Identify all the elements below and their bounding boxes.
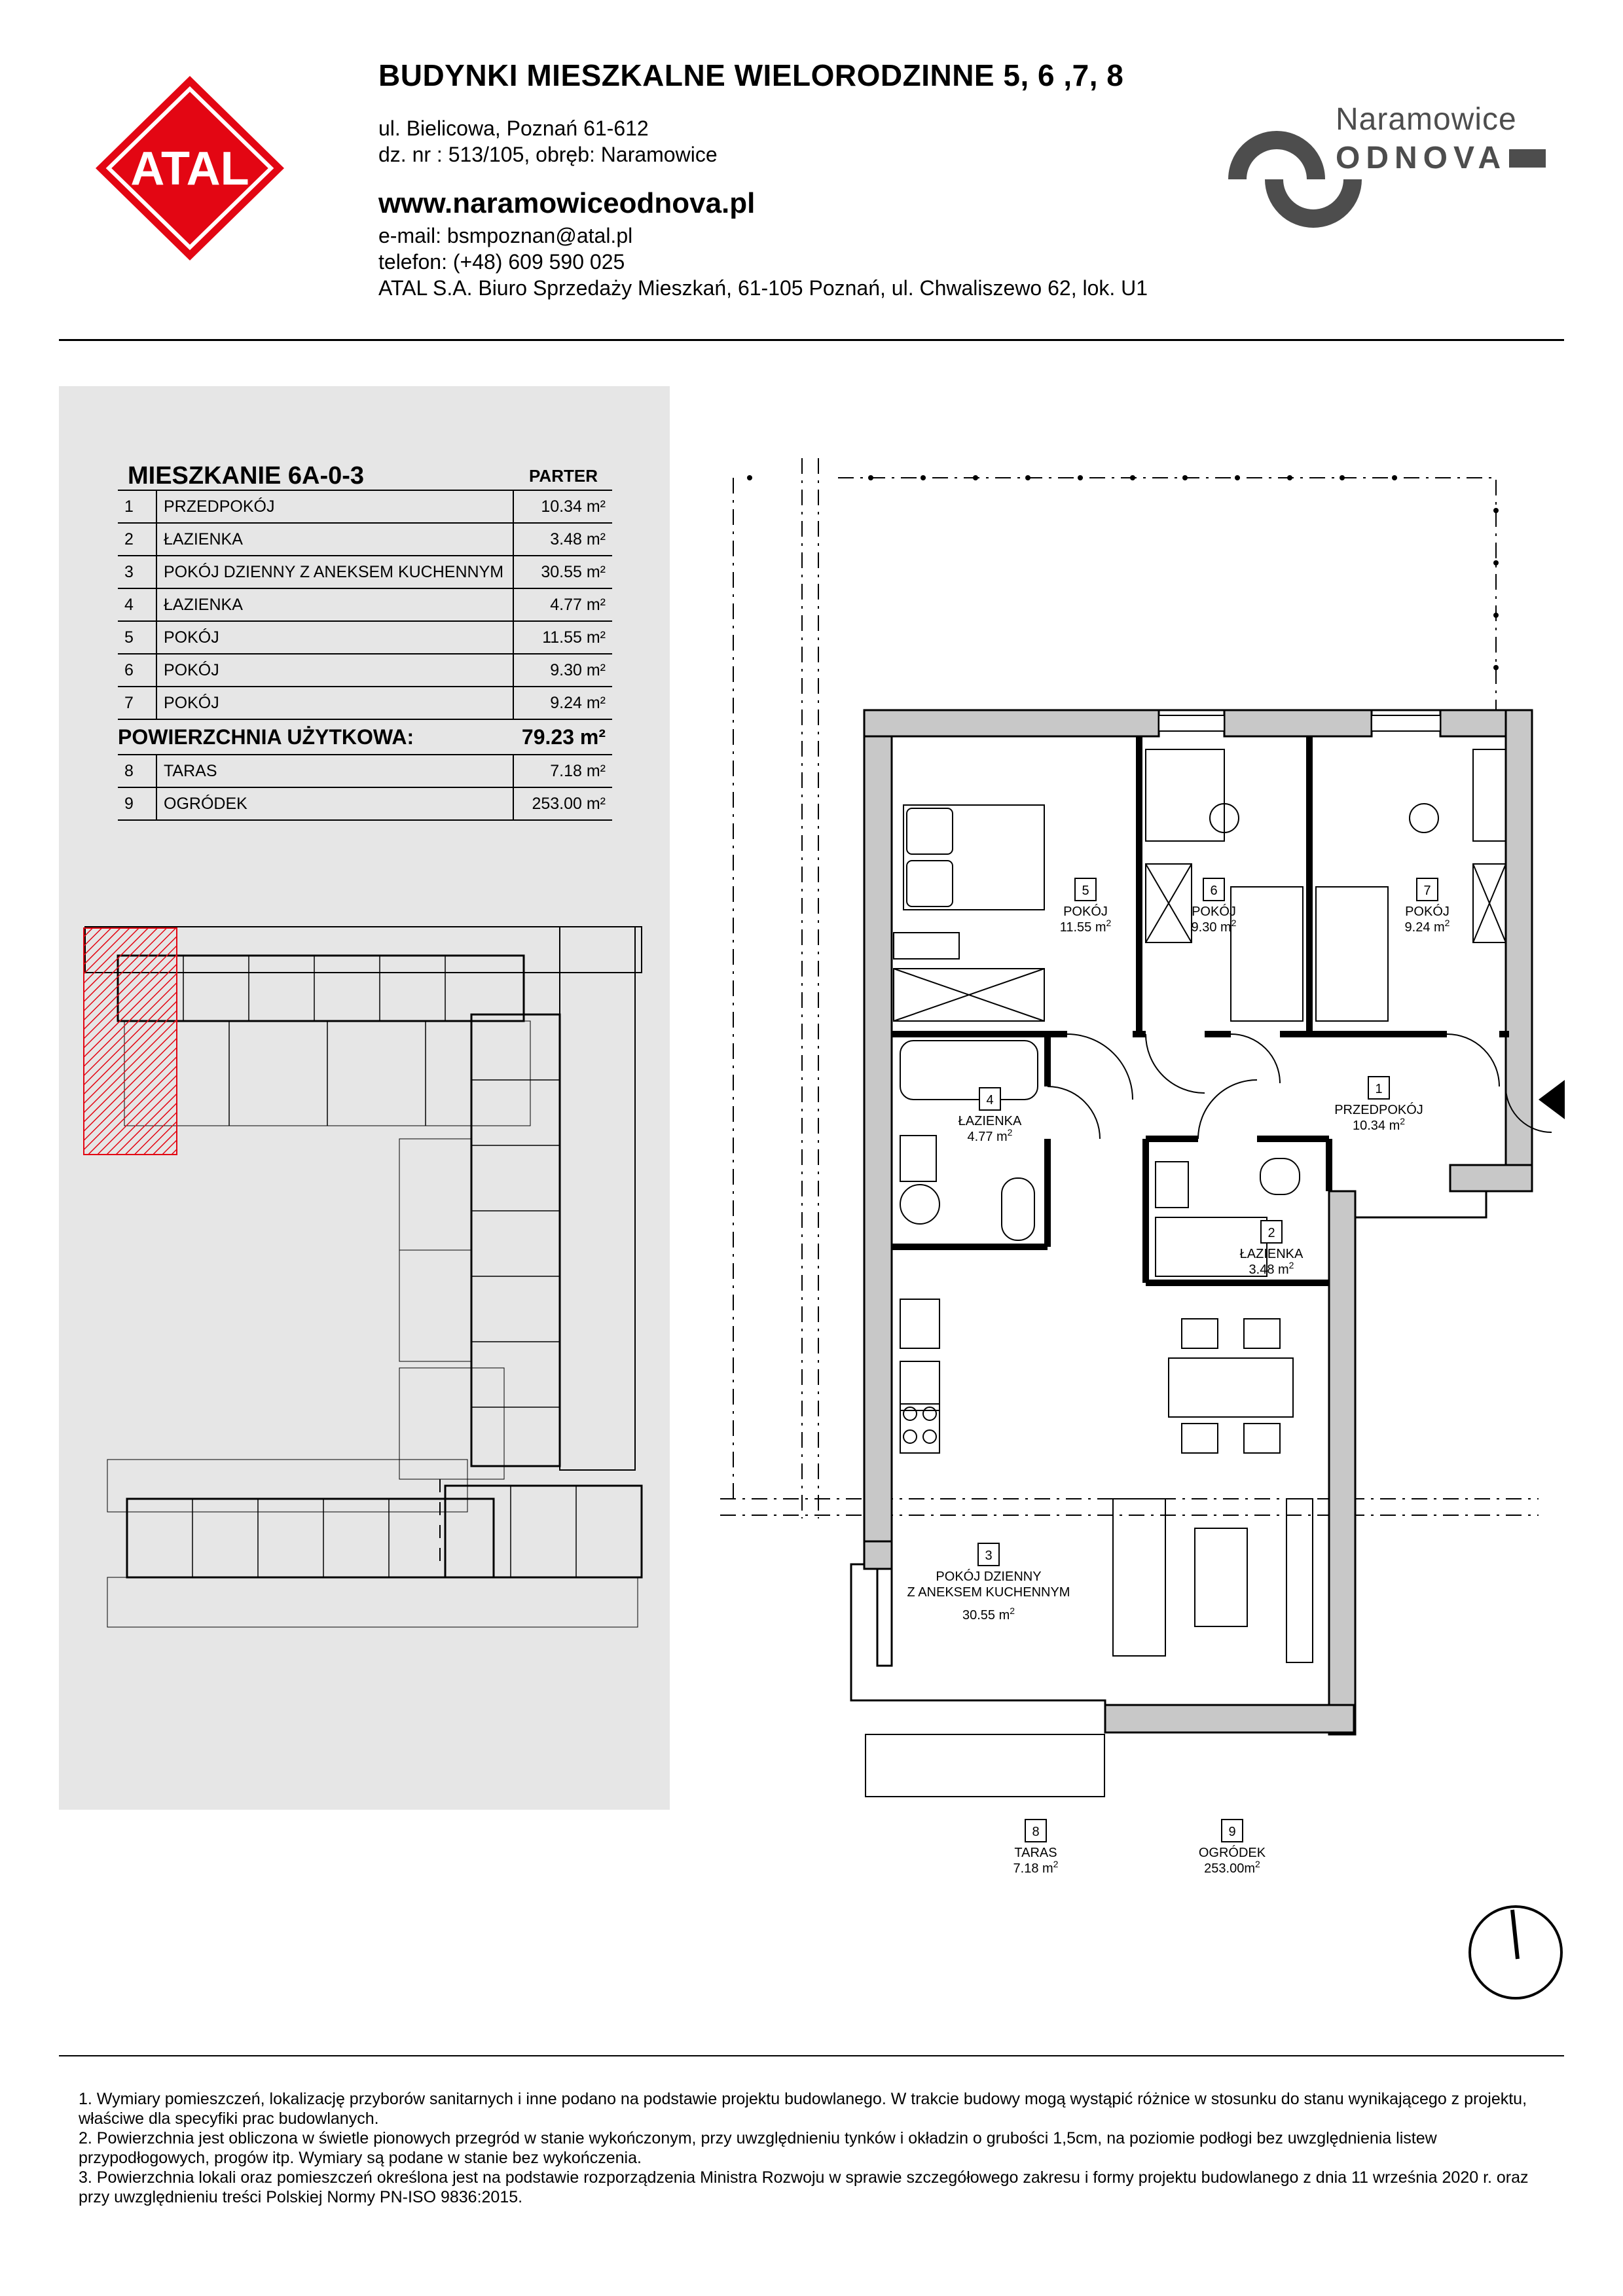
room-num: 4 <box>118 588 156 621</box>
room-num: 1 <box>118 490 156 523</box>
area-unit-superscript: 2 <box>1231 918 1237 928</box>
room-row <box>118 654 612 687</box>
address-line-2: dz. nr : 513/105, obręb: Naramowice <box>378 143 718 166</box>
room-name: POKÓJ <box>156 687 513 719</box>
plan-room-4-number: 4 <box>986 1093 994 1107</box>
room-name: POKÓJ <box>156 654 513 687</box>
page-title: BUDYNKI MIESZKALNE WIELORODZINNE 5, 6 ,7, 8 <box>378 58 1124 92</box>
plan-room-8-number: 8 <box>1032 1825 1040 1839</box>
address-line-1: ul. Bielicowa, Poznań 61-612 <box>378 117 649 140</box>
plan-room-9-number: 9 <box>1228 1825 1236 1839</box>
area-unit-superscript: 2 <box>1255 1859 1260 1869</box>
area-unit-superscript: 2 <box>1444 918 1450 928</box>
plan-room-1-name: PRZEDPOKÓJ <box>1334 1103 1423 1117</box>
room-row <box>118 787 612 820</box>
room-name: ŁAZIENKA <box>156 588 513 621</box>
office-text: ATAL S.A. Biuro Sprzedaży Mieszkań, 61-105 Poznań, ul. Chwaliszewo 62, lok. U1 <box>378 276 1148 300</box>
logo-text: ATAL <box>130 143 249 195</box>
total-label: POWIERZCHNIA UŻYTKOWA: <box>118 719 513 755</box>
room-num: 3 <box>118 556 156 588</box>
floor-label: PARTER <box>529 466 598 486</box>
plan-room-6-area: 9.30 $m^2$ <box>1191 918 1237 935</box>
room-name: POKÓJ DZIENNY Z ANEKSEM KUCHENNYM <box>156 556 513 588</box>
room-area: 9.24 m² <box>513 687 612 719</box>
room-area: 3.48 m² <box>513 523 612 556</box>
website-link[interactable]: www.naramowiceodnova.pl <box>378 187 756 219</box>
plan-room-5-number: 5 <box>1082 884 1089 898</box>
notes-divider <box>59 2055 1564 2056</box>
room-area: 10.34 m² <box>513 490 612 523</box>
note-1: 1. Wymiary pomieszczeń, lokalizację przyborów sanitarnych i inne podano na podstawie projektu budowlanego. W trakcie budowy mogą wystąpić różnice w stosunku do stanu wynikającego z projektu, właściwe dla specyfiki prac budowlanych. <box>79 2090 1527 2128</box>
room-area: 30.55 m² <box>513 556 612 588</box>
phone-text: telefon: (+48) 609 590 025 <box>378 250 625 274</box>
note-2: 2. Powierzchnia jest obliczona w świetle pionowych przegród w stanie wykończonym, przy uwzględnieniu tynków i okładzin o grubości 1,5cm, na poziomie podłogi bez uwzględnienia listew przypodłogowych, progów itp. Wymiary są podane w stanie bez wykończenia. <box>79 2129 1437 2167</box>
plan-room-5-area: 11.55 $m^2$ <box>1059 918 1112 935</box>
plan-room-6-name: POKÓJ <box>1192 905 1236 919</box>
plan-room-7-number: 7 <box>1423 884 1431 898</box>
room-name: OGRÓDEK <box>156 787 513 820</box>
plan-room-3-name-2: Z ANEKSEM KUCHENNYM <box>907 1585 1070 1600</box>
plan-room-1-number: 1 <box>1375 1082 1383 1096</box>
room-num: 6 <box>118 654 156 687</box>
room-num: 8 <box>118 755 156 787</box>
room-area: 9.30 m² <box>513 654 612 687</box>
room-row <box>118 588 612 621</box>
brand-name-top: Naramowice <box>1336 102 1517 137</box>
area-unit-superscript: 2 <box>1288 1260 1294 1270</box>
plan-room-8-name: TARAS <box>1014 1846 1057 1860</box>
room-name: POKÓJ <box>156 621 513 654</box>
area-unit-superscript: 2 <box>1400 1116 1406 1126</box>
area-unit-superscript: 2 <box>1007 1127 1013 1138</box>
plan-room-1-area: 10.34 $m^2$ <box>1352 1116 1406 1133</box>
area-unit-superscript: 2 <box>1106 918 1112 928</box>
brand-bar <box>1509 149 1546 168</box>
room-num: 2 <box>118 523 156 556</box>
room-row <box>118 687 612 719</box>
room-num: 7 <box>118 687 156 719</box>
plan-room-3-number: 3 <box>985 1549 993 1563</box>
room-row <box>118 556 612 588</box>
plan-room-7-name: POKÓJ <box>1405 905 1450 919</box>
area-unit-superscript: 2 <box>1053 1859 1059 1869</box>
north-compass-icon <box>1467 1903 1565 2001</box>
plan-room-8-area: 7.18 $m^2$ <box>1013 1859 1059 1876</box>
room-num: 9 <box>118 787 156 820</box>
room-num: 5 <box>118 621 156 654</box>
odnova-brand-mark <box>1223 122 1354 233</box>
key-plan <box>79 923 655 1630</box>
plan-room-9-area: $253.00m^2$ <box>1204 1859 1260 1876</box>
room-area: 4.77 m² <box>513 588 612 621</box>
plan-room-2-name: ŁAZIENKA <box>1239 1247 1304 1261</box>
header-divider <box>59 339 1564 341</box>
total-row <box>118 719 612 755</box>
floor-plan <box>714 452 1591 1876</box>
email-text: e-mail: bsmpoznan@atal.pl <box>378 224 633 247</box>
room-row <box>118 490 612 523</box>
room-area: 11.55 m² <box>513 621 612 654</box>
plan-room-3-area: 30.55 $m^2$ <box>962 1605 1015 1623</box>
plan-room-4-name: ŁAZIENKA <box>958 1114 1022 1128</box>
plan-room-5-name: POKÓJ <box>1063 905 1108 919</box>
apartment-title: MIESZKANIE 6A-0-3 <box>128 462 365 490</box>
room-row <box>118 755 612 787</box>
rooms-table <box>118 490 612 821</box>
plan-room-6-number: 6 <box>1210 884 1218 898</box>
plan-room-3-name-1: POKÓJ DZIENNY <box>936 1570 1042 1584</box>
plan-room-2-area: 3.48 $m^2$ <box>1249 1260 1294 1277</box>
room-row <box>118 523 612 556</box>
atal-logo <box>92 73 288 263</box>
room-area: 7.18 m² <box>513 755 612 787</box>
room-name: TARAS <box>156 755 513 787</box>
plan-room-2-number: 2 <box>1267 1226 1275 1240</box>
room-row <box>118 621 612 654</box>
total-area: 79.23 m² <box>513 719 612 755</box>
notes <box>79 2089 1558 2207</box>
plan-room-4-area: 4.77 $m^2$ <box>967 1127 1013 1144</box>
area-unit-superscript: 2 <box>1010 1605 1015 1616</box>
room-name: PRZEDPOKÓJ <box>156 490 513 523</box>
room-area: 253.00 m² <box>513 787 612 820</box>
brand-name-bottom: ODNOVA <box>1336 141 1507 175</box>
plan-room-9-name: OGRÓDEK <box>1198 1846 1266 1860</box>
note-3: 3. Powierzchnia lokali oraz pomieszczeń określona jest na podstawie rozporządzenia Ministra Rozwoju w sprawie szczegółowego zakresu i formy projektu budowlanego z dnia 11 września 2020 r. oraz przy uwzględnieniu treści Polskiej Normy PN-ISO 9836:2015. <box>79 2168 1529 2206</box>
plan-room-7-area: 9.24 $m^2$ <box>1404 918 1450 935</box>
room-name: ŁAZIENKA <box>156 523 513 556</box>
